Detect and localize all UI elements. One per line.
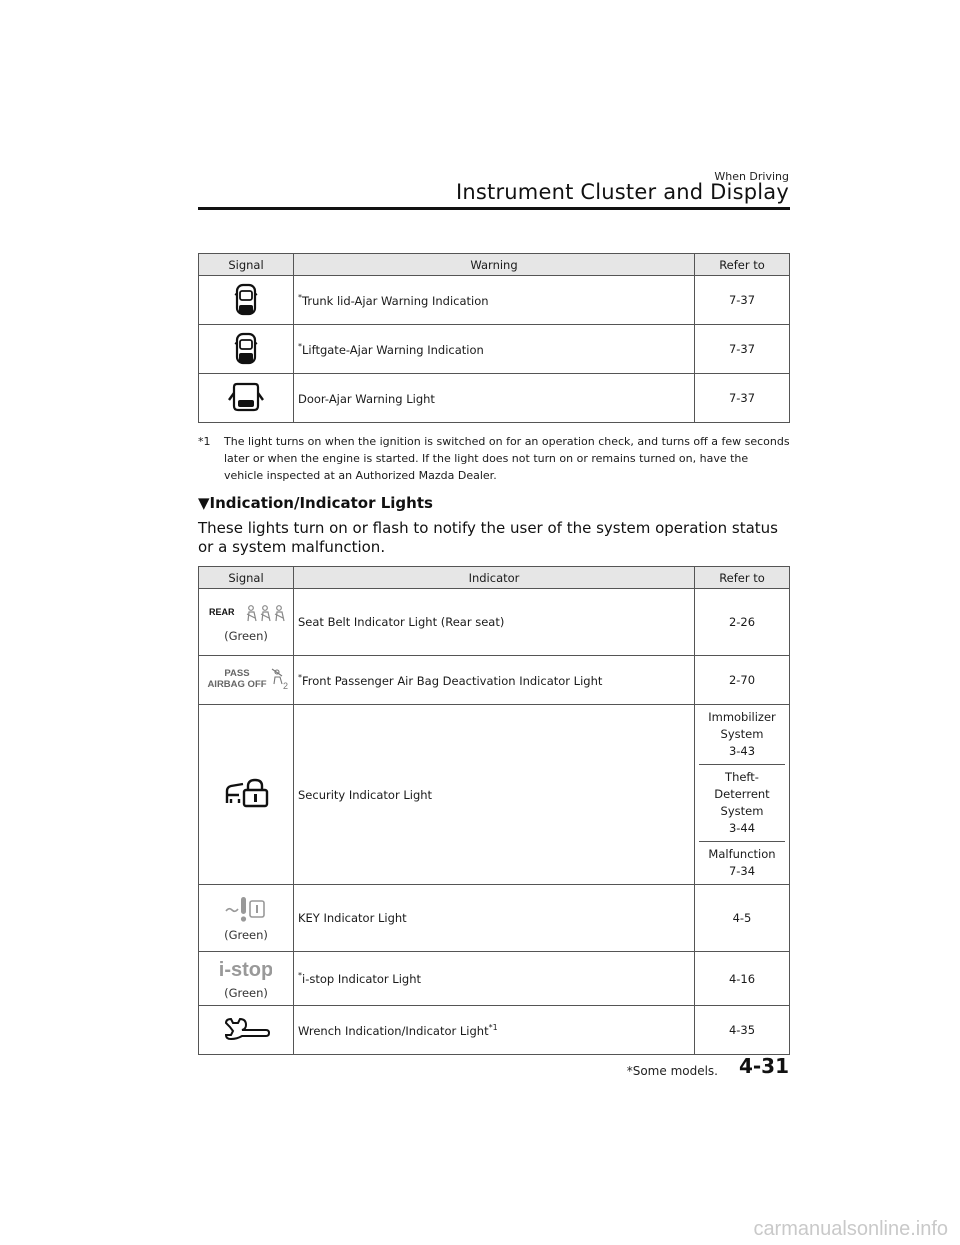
color-note: (Green) xyxy=(224,986,268,1000)
signal-cell xyxy=(199,276,294,325)
subref-subtitle: System xyxy=(720,804,764,818)
footnote xyxy=(198,433,790,484)
ref-cell: 4-5 xyxy=(695,885,790,952)
indicator-label: Seat Belt Indicator Light (Rear seat) xyxy=(298,615,505,629)
indicator-label: Wrench Indication/Indicator Light xyxy=(298,1023,489,1038)
table-row xyxy=(199,952,790,1006)
subref-page: 7-34 xyxy=(728,864,756,878)
signal-cell xyxy=(199,705,294,885)
ref-cell: 4-35 xyxy=(695,1006,790,1055)
indicator-label: Security Indicator Light xyxy=(298,787,433,802)
i-stop-label: i-stop xyxy=(220,959,272,981)
subref-title: Immobilizer xyxy=(708,710,776,724)
footnote-ref: *1 xyxy=(488,1022,498,1032)
indicator-cell xyxy=(294,952,695,1006)
warning-label: Door-Ajar Warning Light xyxy=(298,391,435,406)
warning-cell xyxy=(294,276,695,325)
warning-cell xyxy=(294,325,695,374)
ref-cell: 2-70 xyxy=(695,656,790,705)
table-row xyxy=(199,374,790,423)
ref-cell: 7-37 xyxy=(695,374,790,423)
column-header-warning: Warning xyxy=(294,254,695,276)
ref-cell: 7-37 xyxy=(695,325,790,374)
footer-note: *Some models. xyxy=(626,1064,718,1078)
subref-theft-deterrent xyxy=(699,765,785,842)
security-lock-car-icon xyxy=(223,777,269,809)
subref-immobilizer xyxy=(699,705,785,765)
subref-page: 3-43 xyxy=(728,744,756,758)
table-header-row xyxy=(199,254,790,276)
asterisk: * xyxy=(298,971,302,981)
signal-cell xyxy=(199,374,294,423)
indicator-label: i-stop Indicator Light xyxy=(302,971,422,986)
signal-cell xyxy=(199,885,294,952)
color-note: (Green) xyxy=(224,628,268,643)
indicator-cell xyxy=(294,656,695,705)
subref-title: Malfunction xyxy=(708,847,776,861)
car-trunk-ajar-icon xyxy=(234,280,258,318)
warning-table xyxy=(198,253,790,423)
footnote-mark: *1 xyxy=(198,435,211,448)
ref-cell: 4-16 xyxy=(695,952,790,1006)
page-title: Instrument Cluster and Display xyxy=(455,180,789,204)
signal-cell xyxy=(199,656,294,705)
column-header-signal: Signal xyxy=(199,567,294,589)
section-heading: ▼Indication/Indicator Lights xyxy=(198,494,433,512)
column-header-refer: Refer to xyxy=(695,254,790,276)
asterisk: * xyxy=(298,672,302,682)
column-header-signal: Signal xyxy=(199,254,294,276)
section-body: These lights turn on or flash to notify the user of the system operation status or a system malfunction. xyxy=(198,519,778,556)
watermark: carmanualsonline.info xyxy=(753,1218,948,1240)
table-row xyxy=(199,276,790,325)
ref-cell: 7-37 xyxy=(695,276,790,325)
indicator-cell xyxy=(294,885,695,952)
page-number: 4-31 xyxy=(738,1054,789,1078)
ref-cell-multi xyxy=(695,705,790,885)
indicator-cell xyxy=(294,589,695,656)
warning-cell xyxy=(294,374,695,423)
indicator-label: KEY Indicator Light xyxy=(298,911,407,925)
key-indicator-icon xyxy=(223,895,269,923)
column-header-indicator: Indicator xyxy=(294,567,695,589)
subref-malfunction xyxy=(699,842,785,884)
table-row xyxy=(199,1006,790,1055)
section-label: When Driving xyxy=(714,170,789,183)
subref-page: 3-44 xyxy=(728,821,756,835)
table-row xyxy=(199,656,790,705)
airbag-off-label: AIRBAG OFF xyxy=(207,678,267,690)
asterisk: * xyxy=(298,341,302,351)
table-row xyxy=(199,325,790,374)
table-header-row xyxy=(199,567,790,589)
car-door-ajar-icon xyxy=(228,380,264,414)
wrench-icon xyxy=(222,1017,270,1041)
warning-label: Trunk lid-Ajar Warning Indication xyxy=(302,293,489,308)
car-liftgate-ajar-icon xyxy=(234,329,258,367)
subref-title: Theft-Deterrent xyxy=(714,770,770,801)
subref-subtitle: System xyxy=(720,727,764,741)
airbag-number: 2 xyxy=(283,680,289,691)
pass-label: PASS xyxy=(224,667,250,679)
table-row xyxy=(199,705,790,885)
warning-label: Liftgate-Ajar Warning Indication xyxy=(302,342,484,357)
asterisk: * xyxy=(298,292,302,302)
indicator-label: Front Passenger Air Bag Deactivation Indicator Light xyxy=(302,673,603,688)
signal-cell xyxy=(199,952,294,1006)
rear-label: REAR xyxy=(209,606,235,617)
indicator-table xyxy=(198,566,790,1055)
table-row xyxy=(199,885,790,952)
signal-cell xyxy=(199,1006,294,1055)
indicator-cell xyxy=(294,1006,695,1055)
ref-cell: 2-26 xyxy=(695,589,790,656)
table-row xyxy=(199,589,790,656)
rear-seat-belt-icon xyxy=(203,602,289,624)
signal-cell xyxy=(199,589,294,656)
header-rule xyxy=(198,207,790,210)
i-stop-icon xyxy=(220,957,272,981)
indicator-cell xyxy=(294,705,695,885)
signal-cell xyxy=(199,325,294,374)
color-note: (Green) xyxy=(224,927,268,942)
footnote-text: The light turns on when the ignition is switched on for an operation check, and turns off a few seconds later or when the engine is started. If the light does not turn on or remains turned on, have the vehicle inspected at an Authorized Mazda Dealer. xyxy=(224,435,790,482)
column-header-refer: Refer to xyxy=(695,567,790,589)
pass-airbag-off-icon xyxy=(203,666,289,692)
